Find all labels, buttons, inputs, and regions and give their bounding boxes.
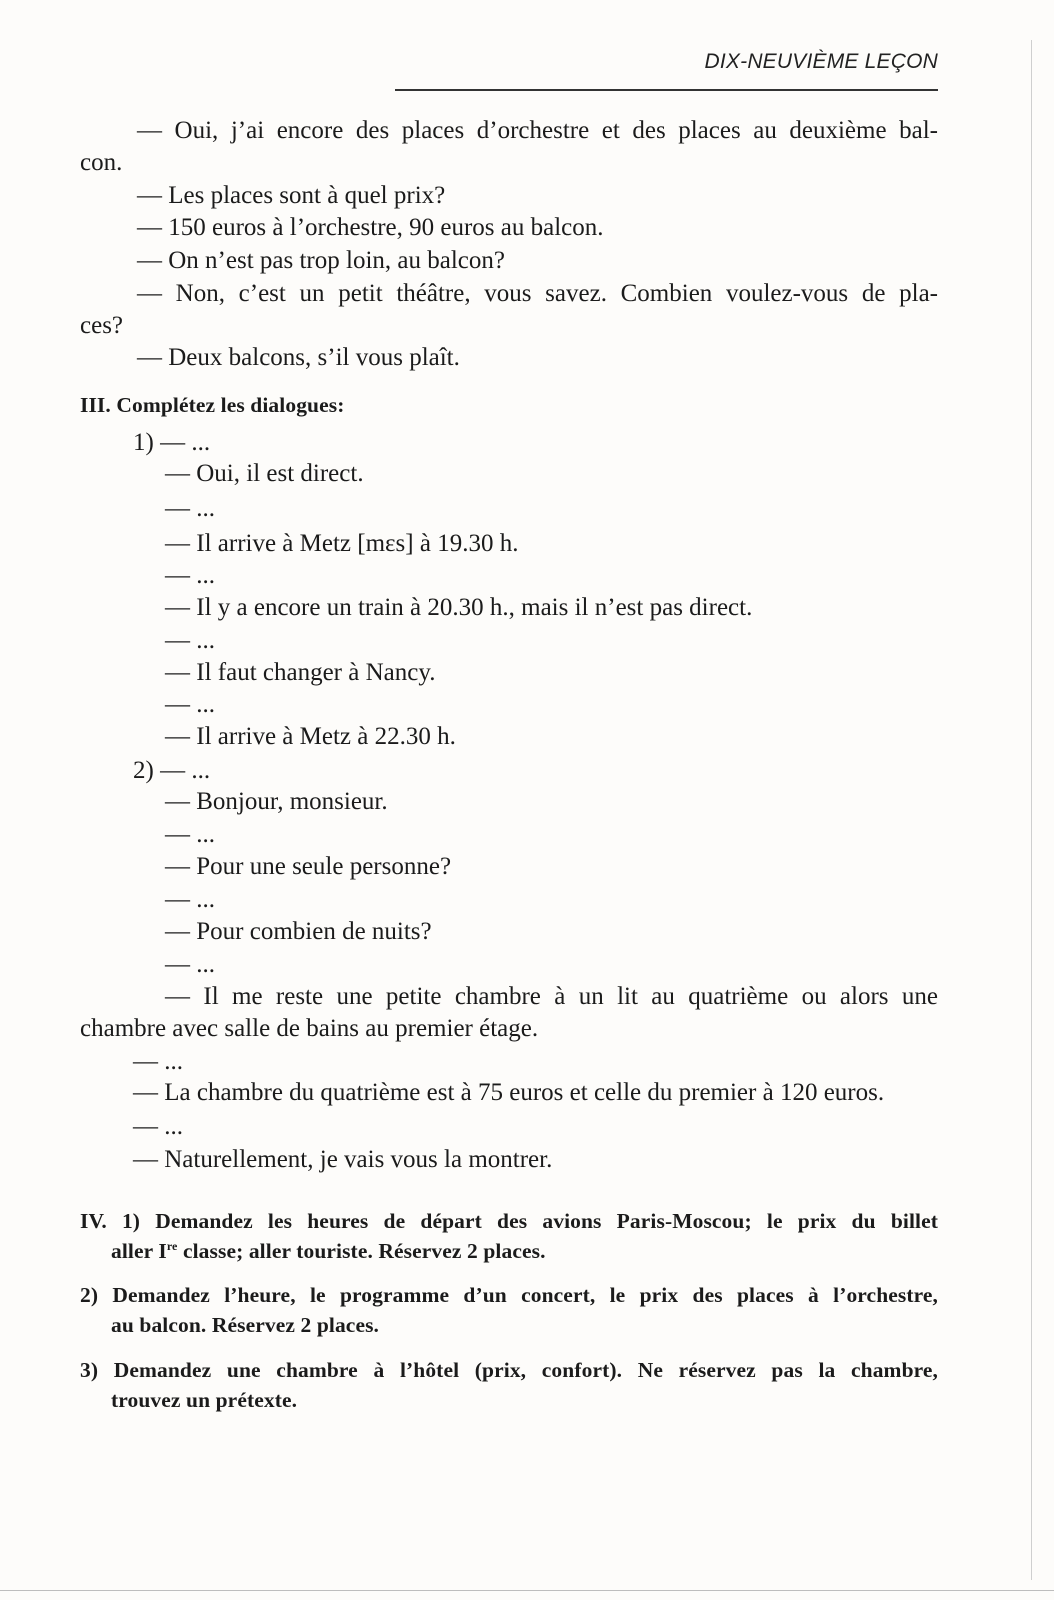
dialogue-line: — Il faut changer à Nancy. bbox=[165, 659, 436, 686]
dialogue-line: — Pour une seule personne? bbox=[165, 853, 452, 880]
dialogue-line: con. bbox=[80, 149, 123, 176]
dialogue-line: 2) — ... bbox=[133, 757, 211, 784]
superscript: re bbox=[166, 1239, 178, 1253]
dialogue-line: — On n’est pas trop loin, au balcon? bbox=[137, 247, 505, 274]
exercise-item: IV. 1) Demandez les heures de départ des avions Paris-Moscou; le prix du billet bbox=[80, 1209, 938, 1233]
dialogue-line: — La chambre du quatrième est à 75 euros et celle du premier à 120 euros. bbox=[133, 1079, 885, 1106]
dialogue-line: — ... bbox=[165, 821, 215, 848]
dialogue-line: — Oui, il est direct. bbox=[165, 460, 364, 487]
exercise-item: aller Ire classe; aller touriste. Réservez 2 places. bbox=[111, 1239, 546, 1263]
dialogue-line: — Oui, j’ai encore des places d’orchestre et des places au deuxième bal- bbox=[137, 117, 938, 144]
page-bottom-edge bbox=[0, 1590, 1054, 1591]
exercise-item: 2) Demandez l’heure, le programme d’un concert, le prix des places à l’orchestre, bbox=[80, 1283, 938, 1307]
header-rule bbox=[395, 89, 938, 91]
dialogue-line: — Il y a encore un train à 20.30 h., mais il n’est pas direct. bbox=[165, 594, 753, 621]
dialogue-line: — Naturellement, je vais vous la montrer. bbox=[133, 1146, 553, 1173]
dialogue-line: — Non, c’est un petit théâtre, vous savez. Combien voulez-vous de pla- bbox=[137, 280, 938, 307]
dialogue-line: chambre avec salle de bains au premier étage. bbox=[80, 1015, 539, 1042]
dialogue-line: — ... bbox=[165, 495, 215, 522]
exercise-item: au balcon. Réservez 2 places. bbox=[111, 1313, 380, 1337]
dialogue-line: 1) — ... bbox=[133, 429, 211, 456]
dialogue-line: — Il arrive à Metz à 22.30 h. bbox=[165, 723, 456, 750]
dialogue-line: — ... bbox=[133, 1048, 183, 1075]
dialogue-line: — ... bbox=[165, 562, 215, 589]
exercise-title: III. Complétez les dialogues: bbox=[80, 393, 345, 417]
exercise-item: 3) Demandez une chambre à l’hôtel (prix, confort). Ne réservez pas la chambre, bbox=[80, 1358, 938, 1382]
dialogue-line: — Il me reste une petite chambre à un lit au quatrième ou alors une bbox=[165, 983, 938, 1010]
dialogue-line: — ... bbox=[133, 1113, 183, 1140]
dialogue-line: — Bonjour, monsieur. bbox=[165, 788, 388, 815]
dialogue-line: ces? bbox=[80, 312, 124, 339]
running-head: DIX-NEUVIÈME LEÇON bbox=[704, 50, 938, 73]
dialogue-line: — Deux balcons, s’il vous plaît. bbox=[137, 344, 460, 371]
dialogue-line: — Pour combien de nuits? bbox=[165, 918, 432, 945]
dialogue-line: — ... bbox=[165, 691, 215, 718]
dialogue-line: — Il arrive à Metz [mɛs] à 19.30 h. bbox=[165, 530, 519, 557]
dialogue-line: — ... bbox=[165, 951, 215, 978]
dialogue-line: — ... bbox=[165, 886, 215, 913]
dialogue-line: — 150 euros à l’orchestre, 90 euros au balcon. bbox=[137, 214, 604, 241]
dialogue-line: — ... bbox=[165, 627, 215, 654]
page-edge bbox=[1031, 40, 1032, 1580]
exercise-item: trouvez un prétexte. bbox=[111, 1388, 298, 1412]
dialogue-line: — Les places sont à quel prix? bbox=[137, 182, 446, 209]
